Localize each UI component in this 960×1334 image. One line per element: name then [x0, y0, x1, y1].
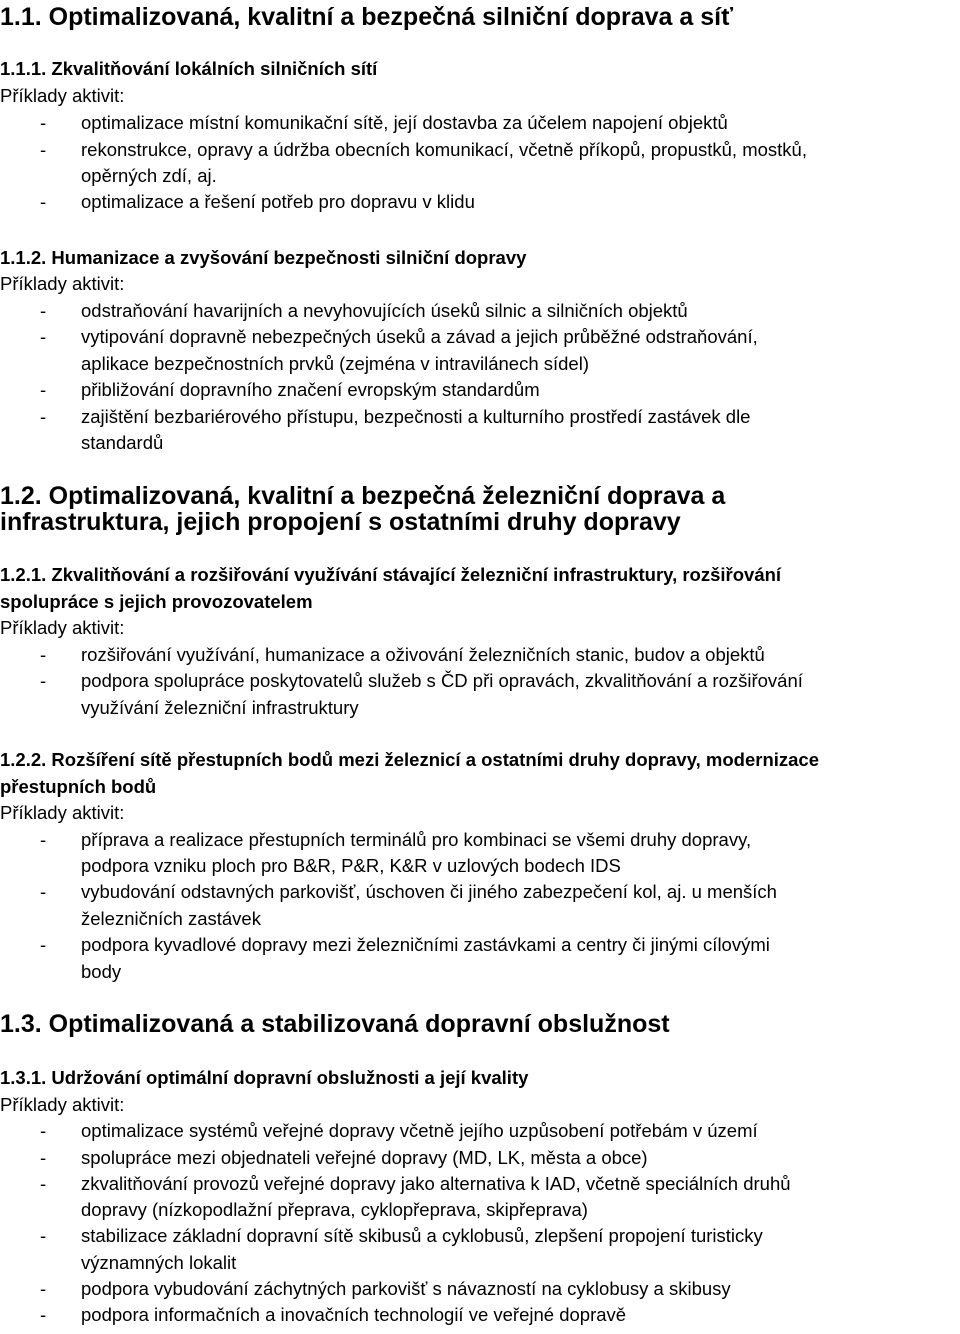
bullet-dash: -: [40, 191, 47, 212]
examples-label: Příklady aktivit:: [0, 1094, 125, 1115]
subsection-heading-1-1-1: 1.1.1. Zkvalitňování lokálních silničních sítí: [0, 58, 378, 79]
list-item: - zajištění bezbariérového přístupu, bezpečnosti a kulturního prostředí zastávek dle: [40, 406, 751, 427]
list-item-continuation: železničních zastávek: [81, 908, 261, 929]
bullet-dash: -: [40, 1120, 47, 1141]
examples-label: Příklady aktivit:: [0, 802, 125, 823]
examples-label: Příklady aktivit:: [0, 85, 125, 106]
list-item: - příprava a realizace přestupních terminálů pro kombinaci se všemi druhy dopravy,: [40, 829, 752, 850]
list-item: - vytipování dopravně nebezpečných úseků a závad a jejich průběžné odstraňování,: [40, 326, 758, 347]
list-item: - vybudování odstavných parkovišť, úschoven či jiného zabezpečení kol, aj. u menších: [40, 881, 777, 902]
bullet-dash: -: [40, 326, 47, 347]
bullet-dash: -: [40, 1278, 47, 1299]
bullet-dash: -: [40, 670, 47, 691]
bullet-dash: -: [40, 934, 47, 955]
list-item: - optimalizace místní komunikační sítě, její dostavba za účelem napojení objektů: [40, 112, 728, 133]
list-item: - podpora vybudování záchytných parkovišť s návazností na cyklobusy a skibusy: [40, 1278, 731, 1299]
bullet-dash: -: [40, 881, 47, 902]
bullet-dash: -: [40, 829, 47, 850]
list-item-continuation: využívání železniční infrastruktury: [81, 697, 359, 718]
section-heading-1-2: 1.2. Optimalizovaná, kvalitní a bezpečná železniční doprava a: [0, 482, 726, 510]
section-heading-1-3: 1.3. Optimalizovaná a stabilizovaná dopravní obslužnost: [0, 1010, 670, 1038]
bullet-dash: -: [40, 112, 47, 133]
section-heading-1-2-continuation: infrastruktura, jejich propojení s ostatními druhy dopravy: [0, 508, 681, 536]
list-item: - rozšiřování využívání, humanizace a oživování železničních stanic, budov a objektů: [40, 644, 765, 665]
list-item: - podpora kyvadlové dopravy mezi železničními zastávkami a centry či jinými cílovými: [40, 934, 770, 955]
subsection-heading-1-2-1: 1.2.1. Zkvalitňování a rozšiřování využívání stávající železniční infrastruktury, rozšiřování: [0, 564, 782, 585]
list-item-continuation: opěrných zdí, aj.: [81, 165, 217, 186]
bullet-dash: -: [40, 1304, 47, 1325]
examples-label: Příklady aktivit:: [0, 273, 125, 294]
list-item: - optimalizace a řešení potřeb pro dopravu v klidu: [40, 191, 475, 212]
subsection-heading-1-2-2: 1.2.2. Rozšíření sítě přestupních bodů mezi železnicí a ostatními druhy dopravy, modernizace: [0, 749, 819, 770]
list-item-continuation: podpora vzniku ploch pro B&R, P&R, K&R v uzlových bodech IDS: [81, 855, 621, 876]
list-item: - podpora spolupráce poskytovatelů služeb s ČD při opravách, zkvalitňování a rozšiřování: [40, 670, 803, 691]
bullet-dash: -: [40, 644, 47, 665]
section-heading-1-1: 1.1. Optimalizovaná, kvalitní a bezpečná silniční doprava a síť: [0, 3, 734, 31]
subsection-heading-continuation: přestupních bodů: [0, 776, 157, 797]
bullet-dash: -: [40, 379, 47, 400]
list-item-continuation: aplikace bezpečnostních prvků (zejména v intravilánech sídel): [81, 353, 589, 374]
bullet-dash: -: [40, 1225, 47, 1246]
list-item-continuation: dopravy (nízkopodlažní přeprava, cyklopřeprava, skipřeprava): [81, 1199, 588, 1220]
subsection-heading-continuation: spolupráce s jejich provozovatelem: [0, 591, 313, 612]
list-item: - rekonstrukce, opravy a údržba obecních komunikací, včetně příkopů, propustků, mostků,: [40, 139, 807, 160]
subsection-heading-1-3-1: 1.3.1. Udržování optimální dopravní obslužnosti a její kvality: [0, 1067, 529, 1088]
list-item-continuation: standardů: [81, 432, 164, 453]
list-item: - podpora informačních a inovačních technologií ve veřejné dopravě: [40, 1304, 627, 1325]
bullet-dash: -: [40, 406, 47, 427]
list-item: - optimalizace systémů veřejné dopravy včetně jejího uzpůsobení potřebám v území: [40, 1120, 758, 1141]
bullet-dash: -: [40, 1147, 47, 1168]
subsection-heading-1-1-2: 1.1.2. Humanizace a zvyšování bezpečnosti silniční dopravy: [0, 247, 527, 268]
bullet-dash: -: [40, 139, 47, 160]
list-item: - spolupráce mezi objednateli veřejné dopravy (MD, LK, města a obce): [40, 1147, 648, 1168]
list-item-continuation: významných lokalit: [81, 1252, 237, 1273]
list-item: - zkvalitňování provozů veřejné dopravy jako alternativa k IAD, včetně speciálních druhů: [40, 1173, 791, 1194]
list-item: - odstraňování havarijních a nevyhovujících úseků silnic a silničních objektů: [40, 300, 688, 321]
examples-label: Příklady aktivit:: [0, 617, 125, 638]
bullet-dash: -: [40, 1173, 47, 1194]
list-item-continuation: body: [81, 961, 122, 982]
list-item: - přibližování dopravního značení evropským standardům: [40, 379, 540, 400]
bullet-dash: -: [40, 300, 47, 321]
list-item: - stabilizace základní dopravní sítě skibusů a cyklobusů, zlepšení propojení turisticky: [40, 1225, 763, 1246]
